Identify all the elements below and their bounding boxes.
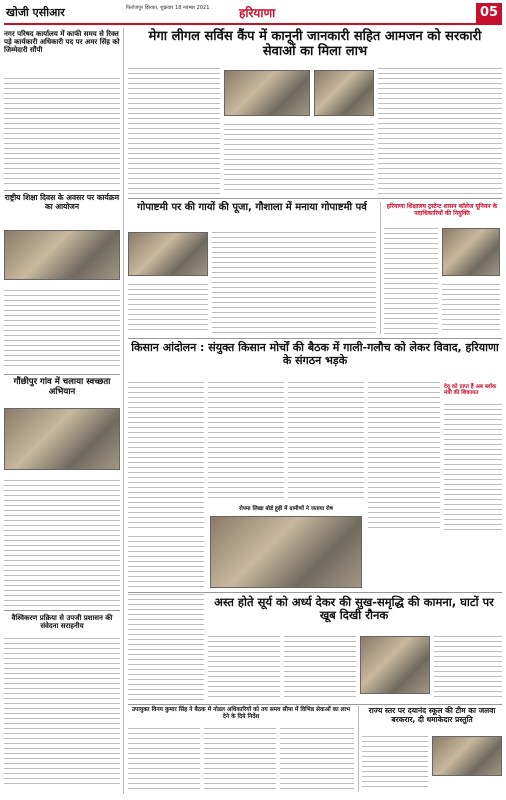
story-body — [434, 636, 502, 700]
story-headline: उपायुक्त विनय कुमार सिंह ने बैठक में नोडल अधिकारियों को तय समय सीमा में विभिन्न सेवाओं का लाभ देने के दिये निर्देश — [131, 707, 351, 720]
lead-headline: मेगा लीगल सर्विस कैंप में कानूनी जानकारी सहित आमजन को सरकारी सेवाओं का मिला लाभ — [148, 29, 482, 59]
newspaper-logo: खोजी एसीआर — [6, 6, 65, 19]
story-body — [212, 232, 376, 334]
story-photo — [128, 232, 208, 276]
story-body — [128, 284, 208, 334]
story-body — [128, 68, 220, 194]
story-headline: राष्ट्रीय शिक्षा दिवस के अवसर पर कार्यक्रम का आयोजन — [4, 193, 120, 211]
story-body — [128, 536, 204, 588]
story-photo — [4, 408, 120, 470]
story-headline: गोपाष्टमी पर की गायों की पूजा, गौशाला में मनाया गोपाष्टमी पर्व — [137, 202, 367, 213]
story-photo — [360, 636, 430, 694]
story-photo — [432, 736, 502, 776]
left-column — [4, 28, 124, 794]
story-body — [224, 124, 374, 194]
story-body — [368, 382, 440, 532]
story-headline: किसान आंदोलन : संयुक्त किसान मोर्चों की बैठक में गाली-गलौच को लेकर विवाद, हरियाणा के संगठन भड़के — [131, 341, 499, 367]
story-body — [4, 290, 120, 370]
story-photo — [442, 228, 500, 276]
masthead — [4, 3, 502, 25]
story-body — [362, 736, 428, 790]
story-headline: अस्त होते सूर्य को अर्ध्य देकर की सुख-समृद्धि की कामना, घाटों पर खूब दिखी रौनक — [214, 595, 494, 623]
story-body — [4, 78, 120, 186]
story-photo — [210, 516, 362, 588]
story-headline: देवू को प्राप्त हैं अब ब्लॉक मंत्री की शिकायत — [444, 384, 497, 397]
story-body — [284, 636, 356, 700]
story-headline: नगर परिषद कार्यालय में काफी समय से रिक्त पड़े कार्यकारी अधिकारी पद पर अमर सिंह को जिम्मेदारी सौंपी — [4, 30, 120, 55]
story-headline: गौंछीपुर गांव में चलाया स्वच्छता अभियान — [13, 377, 111, 397]
story-body — [444, 404, 502, 532]
story-body — [4, 480, 120, 606]
story-photo — [4, 230, 120, 280]
page-number: 05 — [476, 3, 502, 23]
story-headline: रोपमा लिखा बोर्ड हूड़ी में ग्रामीणों ने जताया रोष — [239, 506, 333, 512]
right-area — [128, 28, 502, 794]
dateline: फिरोजपुर झिरका, शुक्रवार 18 नवम्बर 2021 — [126, 5, 210, 11]
story-body — [384, 228, 438, 334]
story-body — [128, 594, 204, 700]
story-body — [280, 728, 354, 790]
story-body — [204, 728, 276, 790]
story-body — [288, 382, 364, 502]
story-body — [208, 636, 280, 700]
story-body — [378, 68, 502, 194]
story-headline: हरियाणा शिक्षालय ट्रस्टेन्ट शासन कॉलेज यूनियन के पदाधिकारियों की नियुक्ति — [386, 203, 498, 217]
story-headline: राज्य स्तर पर दयानंद स्कूल की टीम का जलवा बरकरार, दी धमाकेदार प्रस्तुति — [368, 706, 496, 724]
story-body — [208, 382, 284, 502]
story-body — [442, 284, 500, 334]
story-body — [4, 638, 120, 788]
section-title: हरियाणा — [239, 6, 276, 20]
story-body — [128, 728, 200, 790]
story-headline: वैश्विकरण प्रक्रिया से उपजी प्रशासन की संवेदना सराहनीय — [11, 614, 113, 631]
story-photo — [314, 70, 374, 116]
story-body — [128, 382, 204, 532]
story-photo — [224, 70, 310, 116]
